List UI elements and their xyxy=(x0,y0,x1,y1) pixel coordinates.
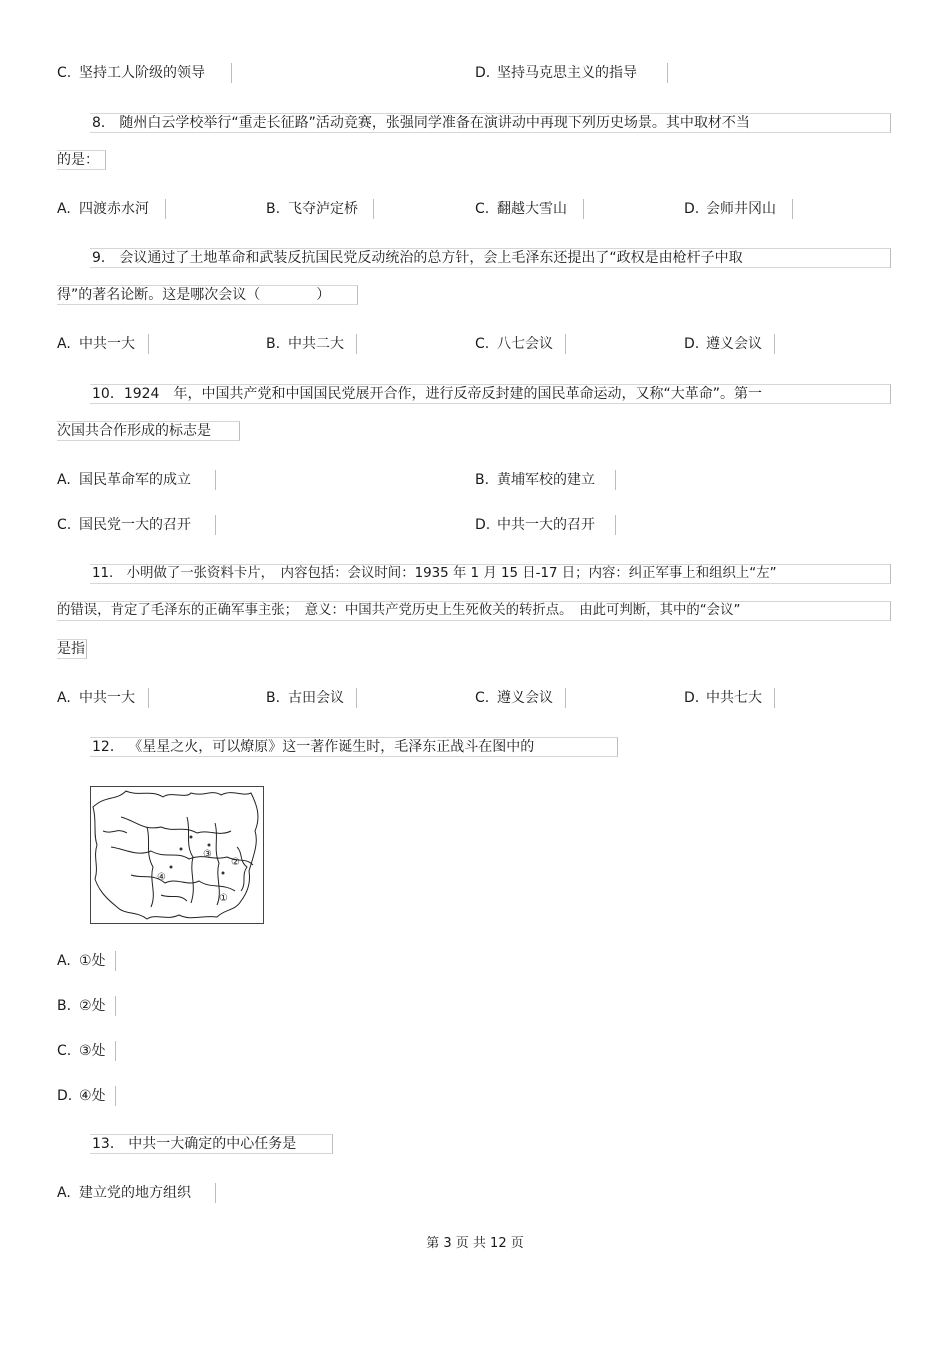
option-label: A. xyxy=(57,953,71,969)
q8-option-d[interactable] xyxy=(684,199,776,219)
q12-stem-line-1: 12． 《星星之火，可以燎原》这一著作诞生时，毛泽东正战斗在图中的 xyxy=(92,739,535,755)
option-text: 古田会议 xyxy=(288,690,344,706)
option-text: 遵义会议 xyxy=(706,336,762,352)
q8-option-a[interactable] xyxy=(57,199,149,219)
option-label: D. xyxy=(684,336,700,352)
answer-box-edge xyxy=(583,199,584,219)
q13-option-a[interactable] xyxy=(57,1183,191,1203)
option-text: 黄埔军校的建立 xyxy=(497,472,595,488)
option-label: B. xyxy=(266,336,281,352)
q11-option-a[interactable] xyxy=(57,688,135,708)
option-text: 会师井冈山 xyxy=(706,201,776,217)
answer-box-edge xyxy=(115,951,116,971)
q12-option-a[interactable] xyxy=(57,951,106,971)
q9-stem-line-2: 得”的著名论断。这是哪次会议（ ） xyxy=(57,287,331,303)
q10-option-a[interactable] xyxy=(57,470,191,490)
q7-option-c[interactable] xyxy=(57,63,205,83)
option-text: 飞夺泸定桥 xyxy=(288,201,358,217)
option-label: A. xyxy=(57,690,71,706)
province-line xyxy=(121,817,231,833)
q9-option-d[interactable] xyxy=(684,334,762,354)
option-text: 遵义会议 xyxy=(497,690,553,706)
option-label: D. xyxy=(475,65,491,81)
answer-box-edge xyxy=(215,1183,216,1203)
q9-stem-line-1: 9． 会议通过了土地革命和武装反抗国民党反动统治的总方针，会上毛泽东还提出了“政权是由枪杆子中取 xyxy=(92,250,743,266)
option-label: D. xyxy=(475,517,491,533)
q11-stem-line-1: 11． 小明做了一张资料卡片， 内容包括：会议时间：1935 年 1 月 15 日-17 日；内容：纠正军事上和组织上“左” xyxy=(92,566,777,581)
q11-option-c[interactable] xyxy=(475,688,553,708)
option-label: B. xyxy=(266,690,281,706)
q9-option-b[interactable] xyxy=(266,334,344,354)
map-dot xyxy=(208,844,211,847)
q10-option-b[interactable] xyxy=(475,470,595,490)
option-text: 翻越大雪山 xyxy=(497,201,567,217)
q8-stem-line-1: 8． 随州白云学校举行“重走长征路”活动竞赛，张强同学准备在演讲动中再现下列历史场景。其中取材不当 xyxy=(92,115,750,131)
q12-option-c[interactable] xyxy=(57,1041,106,1061)
q8-option-b[interactable] xyxy=(266,199,358,219)
q9-option-a[interactable] xyxy=(57,334,135,354)
answer-box-edge xyxy=(792,199,793,219)
option-label: C. xyxy=(57,65,72,81)
option-label: B. xyxy=(475,472,490,488)
map-dot xyxy=(170,866,173,869)
option-label: C. xyxy=(475,201,490,217)
answer-box-edge xyxy=(615,470,616,490)
q7-option-d[interactable] xyxy=(475,63,637,83)
answer-box-edge xyxy=(115,1041,116,1061)
answer-box-edge xyxy=(165,199,166,219)
map-dot xyxy=(222,872,225,875)
option-label: B. xyxy=(57,998,72,1014)
q12-option-b[interactable] xyxy=(57,996,106,1016)
option-text: 国民革命军的成立 xyxy=(79,472,191,488)
option-text: 国民党一大的召开 xyxy=(79,517,191,533)
option-text: 建立党的地方组织 xyxy=(79,1185,191,1201)
option-text: 中共一大 xyxy=(79,690,135,706)
answer-box-edge xyxy=(667,63,668,83)
q12-option-d[interactable] xyxy=(57,1086,106,1106)
answer-box-edge xyxy=(356,334,357,354)
answer-box-edge xyxy=(148,334,149,354)
option-text: ③处 xyxy=(79,1043,106,1059)
answer-box-edge xyxy=(565,334,566,354)
option-text: 中共一大的召开 xyxy=(497,517,595,533)
q11-stem-line-2: 的错误，肯定了毛泽东的正确军事主张； 意义：中国共产党历史上生死攸关的转折点。 由此可判断，其中的“会议” xyxy=(57,603,741,618)
answer-box-edge xyxy=(615,515,616,535)
option-text: 中共一大 xyxy=(79,336,135,352)
option-text: 四渡赤水河 xyxy=(79,201,149,217)
option-label: A. xyxy=(57,336,71,352)
q8-stem-line-2: 的是： xyxy=(57,152,99,168)
province-line xyxy=(147,827,153,907)
q10-stem-line-1: 10．1924 年，中国共产党和中国国民党展开合作，进行反帝反封建的国民革命运动，又称“大革命”。第一 xyxy=(92,386,762,402)
option-label: C. xyxy=(475,690,490,706)
q10-option-d[interactable] xyxy=(475,515,595,535)
province-line xyxy=(103,831,127,833)
q13-stem-line-1: 13． 中共一大确定的中心任务是 xyxy=(92,1136,297,1152)
option-label: D. xyxy=(684,201,700,217)
answer-box-edge xyxy=(115,996,116,1016)
coastline xyxy=(237,847,247,891)
option-text: 中共二大 xyxy=(288,336,344,352)
option-label: A. xyxy=(57,1185,71,1201)
answer-box-edge xyxy=(215,470,216,490)
option-text: ①处 xyxy=(79,953,106,969)
answer-box-edge xyxy=(356,688,357,708)
q11-option-b[interactable] xyxy=(266,688,344,708)
page-number-footer: 第 3 页 共 12 页 xyxy=(426,1236,524,1251)
province-line xyxy=(161,895,187,901)
q9-option-c[interactable] xyxy=(475,334,553,354)
option-label: D. xyxy=(57,1088,73,1104)
option-text: 坚持工人阶级的领导 xyxy=(79,65,205,81)
map-mark-1: ① xyxy=(219,893,228,904)
option-label: A. xyxy=(57,201,71,217)
answer-box-edge xyxy=(373,199,374,219)
answer-box-edge xyxy=(215,515,216,535)
option-text: ④处 xyxy=(79,1088,106,1104)
map-mark-2: ② xyxy=(231,857,240,868)
option-label: B. xyxy=(266,201,281,217)
option-text: 坚持马克思主义的指导 xyxy=(497,65,637,81)
map-dot xyxy=(190,836,193,839)
map-drawing xyxy=(91,787,263,923)
q8-option-c[interactable] xyxy=(475,199,567,219)
answer-box-edge xyxy=(148,688,149,708)
option-text: 中共七大 xyxy=(706,690,762,706)
q11-option-d[interactable] xyxy=(684,688,762,708)
option-label: A. xyxy=(57,472,71,488)
answer-box-edge xyxy=(231,63,232,83)
option-label: C. xyxy=(475,336,490,352)
answer-box-edge xyxy=(774,334,775,354)
q11-stem-line-3: 是指 xyxy=(57,641,85,657)
option-label: D. xyxy=(684,690,700,706)
map-mark-3: ③ xyxy=(203,849,212,860)
map-mark-4: ④ xyxy=(157,872,166,883)
option-label: C. xyxy=(57,1043,72,1059)
option-text: ②处 xyxy=(79,998,106,1014)
map-dot xyxy=(180,848,183,851)
q10-option-c[interactable] xyxy=(57,515,191,535)
china-map-figure xyxy=(90,786,264,924)
option-label: C. xyxy=(57,517,72,533)
answer-box-edge xyxy=(565,688,566,708)
q10-stem-line-2: 次国共合作形成的标志是 xyxy=(57,423,211,439)
answer-box-edge xyxy=(774,688,775,708)
option-text: 八七会议 xyxy=(497,336,553,352)
answer-box-edge xyxy=(115,1086,116,1106)
